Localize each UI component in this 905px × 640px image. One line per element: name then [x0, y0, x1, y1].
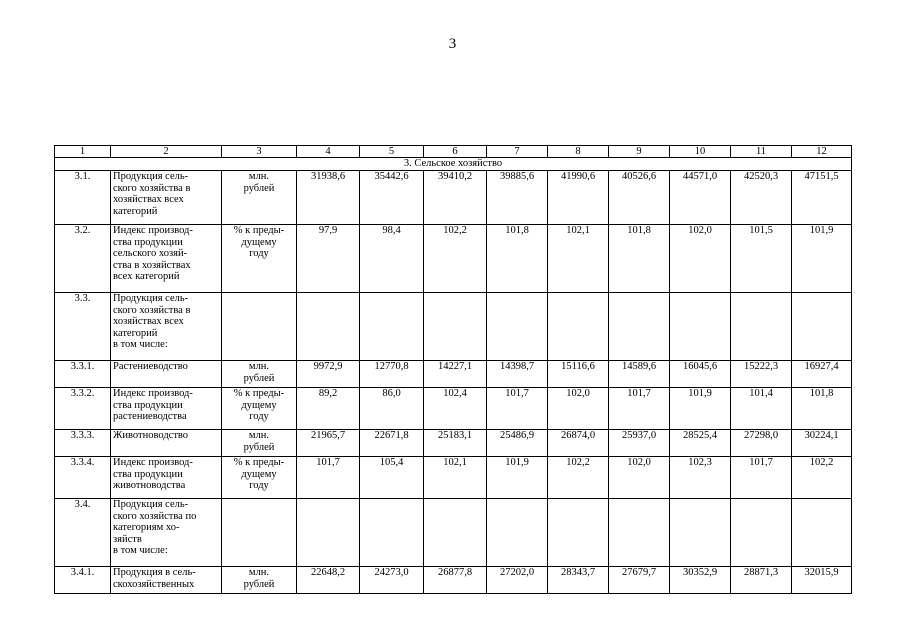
value-cell	[487, 293, 548, 361]
value-cell: 101,7	[731, 457, 792, 499]
value-cell: 27298,0	[731, 430, 792, 457]
value-cell: 28525,4	[670, 430, 731, 457]
value-cell	[548, 293, 609, 361]
indicator-name	[111, 361, 222, 388]
indicator-name	[111, 430, 222, 457]
indicator-name-line: Животноводство	[113, 430, 189, 441]
value-cell	[731, 499, 792, 567]
value-cell	[609, 293, 670, 361]
value-cell: 44571,0	[670, 171, 731, 225]
unit-line: % к преды-	[233, 388, 285, 399]
indicator-name-line: всех категорий	[113, 271, 180, 282]
value-cell: 12770,8	[360, 361, 424, 388]
indicator-name-line: в том числе:	[113, 339, 168, 350]
column-number-4: 4	[297, 146, 360, 158]
column-number-10: 10	[670, 146, 731, 158]
column-number-8: 8	[548, 146, 609, 158]
value-cell: 101,4	[731, 388, 792, 430]
value-cell: 39885,6	[487, 171, 548, 225]
row-code: 3.1.	[55, 171, 111, 225]
value-cell	[424, 293, 487, 361]
table-row	[55, 499, 852, 567]
indicator-name-line: Продукция сель-	[113, 171, 189, 182]
row-code: 3.3.4.	[55, 457, 111, 499]
value-cell: 47151,5	[792, 171, 852, 225]
value-cell: 98,4	[360, 225, 424, 293]
value-cell	[360, 499, 424, 567]
value-cell: 25183,1	[424, 430, 487, 457]
value-cell	[731, 293, 792, 361]
value-cell: 22648,2	[297, 567, 360, 594]
unit-of-measure	[222, 293, 297, 361]
unit-line: дущему	[241, 399, 277, 411]
unit-of-measure	[222, 567, 297, 594]
unit-of-measure	[222, 361, 297, 388]
value-cell	[297, 293, 360, 361]
indicator-name-line: ства в хозяйствах	[113, 259, 191, 271]
value-cell: 27679,7	[609, 567, 670, 594]
value-cell	[792, 293, 852, 361]
unit-line: млн.	[248, 171, 270, 182]
indicator-name-line: Индекс производ-	[113, 457, 193, 468]
column-number-2: 2	[111, 146, 222, 158]
column-number-9: 9	[609, 146, 670, 158]
unit-line: % к преды-	[233, 457, 285, 468]
indicator-name-line: Продукция сель-	[113, 499, 189, 510]
unit-line: рублей	[243, 182, 275, 194]
value-cell: 14589,6	[609, 361, 670, 388]
value-cell: 101,8	[487, 225, 548, 293]
unit-of-measure	[222, 430, 297, 457]
indicator-name	[111, 293, 222, 361]
indicator-name-line: категориям хо-	[113, 522, 180, 533]
value-cell	[792, 499, 852, 567]
value-cell: 105,4	[360, 457, 424, 499]
table-row	[55, 171, 852, 225]
table-row	[55, 430, 852, 457]
value-cell: 101,9	[487, 457, 548, 499]
section-title: 3. Сельское хозяйство	[55, 158, 852, 171]
value-cell	[360, 293, 424, 361]
value-cell: 16927,4	[792, 361, 852, 388]
value-cell	[548, 499, 609, 567]
value-cell: 14398,7	[487, 361, 548, 388]
row-code: 3.3.2.	[55, 388, 111, 430]
value-cell: 102,0	[548, 388, 609, 430]
value-cell: 16045,6	[670, 361, 731, 388]
row-code: 3.3.1.	[55, 361, 111, 388]
value-cell: 102,0	[670, 225, 731, 293]
value-cell	[297, 499, 360, 567]
value-cell: 101,7	[297, 457, 360, 499]
unit-line: дущему	[241, 468, 277, 480]
unit-line: году	[249, 411, 269, 422]
column-number-1: 1	[55, 146, 111, 158]
indicator-name-line: ского хозяйства по	[113, 510, 197, 522]
indicator-name-line: Растениеводство	[113, 361, 188, 372]
value-cell: 22671,8	[360, 430, 424, 457]
value-cell: 14227,1	[424, 361, 487, 388]
value-cell: 102,2	[424, 225, 487, 293]
value-cell	[609, 499, 670, 567]
value-cell: 32015,9	[792, 567, 852, 594]
value-cell: 30224,1	[792, 430, 852, 457]
unit-line: дущему	[241, 236, 277, 248]
value-cell: 97,9	[297, 225, 360, 293]
unit-line: % к преды-	[233, 225, 285, 236]
unit-of-measure	[222, 499, 297, 567]
value-cell: 86,0	[360, 388, 424, 430]
column-number-row	[55, 146, 852, 158]
value-cell: 102,0	[609, 457, 670, 499]
table-row	[55, 457, 852, 499]
value-cell: 24273,0	[360, 567, 424, 594]
indicator-name-line: Продукция сель-	[113, 293, 189, 304]
column-number-3: 3	[222, 146, 297, 158]
unit-of-measure	[222, 388, 297, 430]
row-code: 3.3.3.	[55, 430, 111, 457]
indicator-name-line: животноводства	[113, 480, 186, 491]
indicator-name	[111, 388, 222, 430]
value-cell: 28871,3	[731, 567, 792, 594]
value-cell: 102,2	[792, 457, 852, 499]
row-code: 3.4.1.	[55, 567, 111, 594]
unit-line: млн.	[248, 430, 270, 441]
value-cell: 25486,9	[487, 430, 548, 457]
value-cell	[424, 499, 487, 567]
value-cell: 101,9	[792, 225, 852, 293]
value-cell: 102,3	[670, 457, 731, 499]
value-cell: 101,5	[731, 225, 792, 293]
value-cell: 101,7	[487, 388, 548, 430]
unit-line: млн.	[248, 361, 270, 372]
indicator-name-line: ства продукции	[113, 468, 183, 480]
indicator-name-line: ского хозяйства в	[113, 182, 191, 194]
value-cell: 25937,0	[609, 430, 670, 457]
value-cell: 40526,6	[609, 171, 670, 225]
table-row	[55, 225, 852, 293]
value-cell: 9972,9	[297, 361, 360, 388]
value-cell: 89,2	[297, 388, 360, 430]
value-cell: 15222,3	[731, 361, 792, 388]
indicator-name-line: ства продукции	[113, 399, 183, 411]
indicator-name-line: категорий	[113, 205, 158, 217]
value-cell: 102,2	[548, 457, 609, 499]
indicator-name-line: скохозяйственных	[113, 578, 195, 590]
value-cell: 102,1	[424, 457, 487, 499]
unit-line: рублей	[243, 441, 275, 453]
indicator-name-line: категорий	[113, 327, 158, 339]
table-row	[55, 567, 852, 594]
value-cell: 35442,6	[360, 171, 424, 225]
indicator-name	[111, 225, 222, 293]
row-code: 3.3.	[55, 293, 111, 361]
unit-of-measure	[222, 225, 297, 293]
indicator-name-line: растениеводства	[113, 411, 187, 422]
table-row	[55, 361, 852, 388]
value-cell: 102,4	[424, 388, 487, 430]
indicator-name-line: Индекс производ-	[113, 388, 193, 399]
statistics-table	[54, 145, 852, 594]
indicator-name-line: ства продукции	[113, 236, 183, 248]
row-code: 3.4.	[55, 499, 111, 567]
indicator-name	[111, 499, 222, 567]
value-cell: 30352,9	[670, 567, 731, 594]
table-row	[55, 388, 852, 430]
value-cell: 42520,3	[731, 171, 792, 225]
indicator-name-line: хозяйствах всех	[113, 316, 184, 327]
value-cell: 39410,2	[424, 171, 487, 225]
column-number-5: 5	[360, 146, 424, 158]
unit-of-measure	[222, 457, 297, 499]
page-number: 3	[448, 36, 457, 52]
column-number-12: 12	[792, 146, 852, 158]
value-cell: 101,8	[609, 225, 670, 293]
indicator-name-line: в том числе:	[113, 545, 168, 556]
unit-line: году	[249, 248, 269, 259]
column-number-7: 7	[487, 146, 548, 158]
unit-of-measure	[222, 171, 297, 225]
indicator-name-line: зяйств	[113, 533, 142, 545]
value-cell: 26874,0	[548, 430, 609, 457]
value-cell: 101,9	[670, 388, 731, 430]
indicator-name	[111, 567, 222, 594]
indicator-name-line: хозяйствах всех	[113, 194, 184, 205]
value-cell: 41990,6	[548, 171, 609, 225]
unit-line: рублей	[243, 372, 275, 384]
value-cell	[670, 293, 731, 361]
indicator-name-line: Продукция в сель-	[113, 567, 196, 578]
value-cell	[670, 499, 731, 567]
value-cell	[487, 499, 548, 567]
indicator-name-line: ского хозяйства в	[113, 304, 191, 316]
value-cell: 26877,8	[424, 567, 487, 594]
indicator-name-line: сельского хозяй-	[113, 248, 188, 259]
indicator-name	[111, 457, 222, 499]
unit-line: рублей	[243, 578, 275, 590]
value-cell: 102,1	[548, 225, 609, 293]
value-cell: 101,7	[609, 388, 670, 430]
indicator-name-line: Индекс производ-	[113, 225, 193, 236]
row-code: 3.2.	[55, 225, 111, 293]
table-row	[55, 293, 852, 361]
value-cell: 15116,6	[548, 361, 609, 388]
column-number-6: 6	[424, 146, 487, 158]
value-cell: 101,8	[792, 388, 852, 430]
section-title-row	[55, 158, 852, 171]
value-cell: 21965,7	[297, 430, 360, 457]
indicator-name	[111, 171, 222, 225]
unit-line: году	[249, 480, 269, 491]
unit-line: млн.	[248, 567, 270, 578]
column-number-11: 11	[731, 146, 792, 158]
value-cell: 27202,0	[487, 567, 548, 594]
value-cell: 28343,7	[548, 567, 609, 594]
value-cell: 31938,6	[297, 171, 360, 225]
